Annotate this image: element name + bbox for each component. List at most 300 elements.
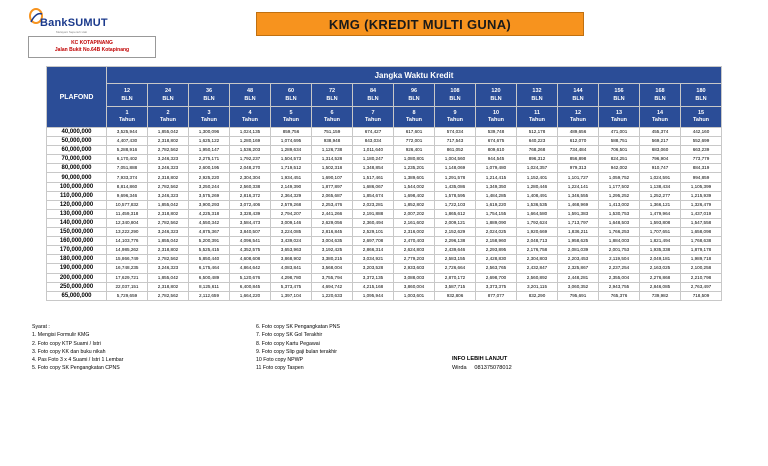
installment-cell: 2,296,138 xyxy=(435,237,476,246)
installment-cell: 2,119,504 xyxy=(599,255,640,264)
table-row xyxy=(47,137,722,146)
contact-line xyxy=(452,364,512,373)
installment-cell: 2,048,713 xyxy=(517,237,558,246)
installment-cell: 3,860,004 xyxy=(394,282,435,291)
year-header: 2 Tahun xyxy=(148,107,189,128)
installment-cell: 4,875,367 xyxy=(189,228,230,237)
requirement-item: 3. Foto copy KK dan buku nikah xyxy=(32,348,106,355)
installment-cell: 1,707,651 xyxy=(640,228,681,237)
branch-name: KC KOTAPINANG xyxy=(71,40,113,46)
requirement-item: 4. Pas Foto 3 x 4 Suami / Istri 1 Lembar xyxy=(32,357,124,364)
installment-cell: 1,024,135 xyxy=(230,128,271,137)
plafond-cell: 100,000,000 xyxy=(47,182,107,191)
installment-cell: 2,579,268 xyxy=(271,200,312,209)
installment-cell: 2,441,266 xyxy=(312,209,353,218)
month-header: 108 BLN xyxy=(435,84,476,107)
plafond-cell: 110,000,000 xyxy=(47,191,107,200)
installment-cell: 2,925,220 xyxy=(189,173,230,182)
installment-cell: 3,072,406 xyxy=(230,200,271,209)
installment-cell: 4,694,742 xyxy=(312,282,353,291)
installment-cell: 1,877,897 xyxy=(312,182,353,191)
installment-cell: 1,138,434 xyxy=(640,182,681,191)
year-header: 11 Tahun xyxy=(517,107,558,128)
plafond-cell: 140,000,000 xyxy=(47,218,107,227)
year-header-row xyxy=(47,107,722,128)
installment-cell: 1,792,237 xyxy=(230,155,271,164)
installment-cell: 2,782,562 xyxy=(148,146,189,155)
installment-cell: 1,935,338 xyxy=(640,246,681,255)
installment-cell: 1,479,964 xyxy=(640,209,681,218)
installment-cell: 2,149,390 xyxy=(271,182,312,191)
contact-info xyxy=(452,355,512,373)
installment-cell: 1,105,399 xyxy=(681,182,722,191)
installment-cell: 11,459,318 xyxy=(107,209,148,218)
table-row xyxy=(47,164,722,173)
installment-cell: 1,152,401 xyxy=(517,173,558,182)
installment-cell: 5,200,391 xyxy=(189,237,230,246)
year-header: 5 Tahun xyxy=(271,107,312,128)
installment-cell: 4,352,575 xyxy=(230,246,271,255)
month-header: 168 BLN xyxy=(640,84,681,107)
installment-cell: 552,699 xyxy=(681,137,722,146)
installment-cell: 15,866,749 xyxy=(107,255,148,264)
table-row xyxy=(47,200,722,209)
year-header: 1 Tahun xyxy=(107,107,148,128)
installment-cell: 2,049,181 xyxy=(640,255,681,264)
installment-cell: 2,698,700 xyxy=(476,273,517,282)
installment-cell: 1,326,479 xyxy=(681,200,722,209)
installment-cell: 2,816,372 xyxy=(230,191,271,200)
installment-cell: 2,001,753 xyxy=(599,246,640,255)
installment-cell: 2,794,207 xyxy=(271,209,312,218)
installment-cell: 2,355,004 xyxy=(599,273,640,282)
requirement-item: 9. Foto copy Slip gaji bulan terakhir xyxy=(256,348,338,355)
installment-cell: 3,224,085 xyxy=(271,228,312,237)
table-row xyxy=(47,264,722,273)
installment-cell: 1,389,601 xyxy=(394,173,435,182)
table-row xyxy=(47,191,722,200)
installment-cell: 2,163,025 xyxy=(640,264,681,273)
installment-cell: 1,177,502 xyxy=(599,182,640,191)
installment-cell: 2,237,254 xyxy=(599,264,640,273)
installment-cell: 1,517,461 xyxy=(353,173,394,182)
installment-cell: 3,034,921 xyxy=(353,255,394,264)
installment-cell: 1,855,042 xyxy=(148,128,189,137)
installment-cell: 2,470,403 xyxy=(394,237,435,246)
installment-cell: 663,239 xyxy=(681,146,722,155)
installment-cell: 1,180,247 xyxy=(353,155,394,164)
installment-cell: 1,024,357 xyxy=(517,164,558,173)
installment-cell: 1,625,122 xyxy=(189,137,230,146)
installment-cell: 1,690,107 xyxy=(312,173,353,182)
installment-cell: 1,280,169 xyxy=(230,137,271,146)
installment-cell: 2,048,270 xyxy=(230,164,271,173)
installment-cell: 1,821,494 xyxy=(640,237,681,246)
installment-cell: 718,509 xyxy=(681,291,722,300)
installment-cell: 1,126,738 xyxy=(312,146,353,155)
installment-cell: 569,217 xyxy=(640,137,681,146)
installment-cell: 1,074,695 xyxy=(271,137,312,146)
month-header: 24 BLN xyxy=(148,84,189,107)
installment-cell: 574,034 xyxy=(435,128,476,137)
installment-cell: 683,060 xyxy=(640,146,681,155)
installment-cell: 2,448,281 xyxy=(558,273,599,282)
installment-cell: 8,125,611 xyxy=(189,282,230,291)
table-row xyxy=(47,173,722,182)
month-header: 180 BLN xyxy=(681,84,722,107)
installment-cell: 2,943,755 xyxy=(599,282,640,291)
installment-cell: 1,148,069 xyxy=(435,164,476,173)
installment-cell: 3,373,375 xyxy=(476,282,517,291)
installment-cell: 1,468,969 xyxy=(558,200,599,209)
installment-cell: 1,855,042 xyxy=(148,273,189,282)
installment-cell: 2,065,687 xyxy=(312,191,353,200)
installment-cell: 772,001 xyxy=(394,137,435,146)
installment-cell: 1,003,601 xyxy=(394,291,435,300)
installment-cell: 1,435,086 xyxy=(435,182,476,191)
installment-cell: 4,215,168 xyxy=(353,282,394,291)
installment-cell: 4,608,608 xyxy=(230,255,271,264)
month-header: 48 BLN xyxy=(230,84,271,107)
requirement-item: 6. Foto copy SK Pengangkatan PNS xyxy=(256,324,340,330)
installment-cell: 2,726,664 xyxy=(435,264,476,273)
installment-cell: 3,246,323 xyxy=(148,191,189,200)
installment-cell: 2,318,802 xyxy=(148,137,189,146)
installment-cell: 2,191,888 xyxy=(353,209,394,218)
year-header: 15 Tahun xyxy=(681,107,722,128)
installment-cell: 14,985,262 xyxy=(107,246,148,255)
year-header: 4 Tahun xyxy=(230,107,271,128)
installment-cell: 717,543 xyxy=(435,137,476,146)
installment-cell: 3,900,293 xyxy=(189,200,230,209)
table-row xyxy=(47,209,722,218)
installment-cell: 1,719,512 xyxy=(271,164,312,173)
installment-cell: 1,291,578 xyxy=(435,173,476,182)
installment-cell: 2,176,758 xyxy=(517,246,558,255)
year-header: 8 Tahun xyxy=(394,107,435,128)
installment-cell: 2,081,039 xyxy=(558,246,599,255)
table-row xyxy=(47,218,722,227)
installment-cell: 2,316,002 xyxy=(394,228,435,237)
plafond-cell: 65,000,000 xyxy=(47,291,107,300)
installment-cell: 13,222,290 xyxy=(107,228,148,237)
requirements-list xyxy=(32,323,123,373)
installment-cell: 3,653,963 xyxy=(271,246,312,255)
page-title: KMG (KREDIT MULTI GUNA) xyxy=(256,12,584,36)
installment-cell: 3,004,635 xyxy=(312,237,353,246)
installment-cell: 1,855,042 xyxy=(148,200,189,209)
installment-cell: 7,933,374 xyxy=(107,173,148,182)
installment-cell: 2,318,802 xyxy=(148,282,189,291)
installment-cell: 9,696,346 xyxy=(107,191,148,200)
installment-cell: 2,529,101 xyxy=(353,228,394,237)
installment-cell: 3,246,323 xyxy=(148,264,189,273)
year-header: 12 Tahun xyxy=(558,107,599,128)
installment-cell: 1,530,753 xyxy=(599,209,640,218)
month-header: 156 BLN xyxy=(599,84,640,107)
installment-cell: 938,948 xyxy=(312,137,353,146)
installment-cell: 1,011,640 xyxy=(353,146,394,155)
table-row xyxy=(47,182,722,191)
table-row xyxy=(47,228,722,237)
month-header: 132 BLN xyxy=(517,84,558,107)
installment-cell: 1,950,147 xyxy=(189,146,230,155)
installment-cell: 16,748,235 xyxy=(107,264,148,273)
installment-cell: 588,751 xyxy=(599,137,640,146)
plafond-cell: 170,000,000 xyxy=(47,246,107,255)
installment-cell: 1,502,318 xyxy=(312,164,353,173)
month-header: 144 BLN xyxy=(558,84,599,107)
installment-cell: 5,120,676 xyxy=(230,273,271,282)
installment-cell: 3,525,944 xyxy=(107,128,148,137)
installment-cell: 5,850,440 xyxy=(189,255,230,264)
installment-cell: 3,439,024 xyxy=(271,237,312,246)
installment-cell: 612,070 xyxy=(558,137,599,146)
installment-cell: 1,879,178 xyxy=(681,246,722,255)
requirements-title: Syarat : xyxy=(32,324,50,330)
installment-cell: 1,235,201 xyxy=(394,164,435,173)
plafond-cell: 160,000,000 xyxy=(47,237,107,246)
installment-cell: 2,024,025 xyxy=(476,228,517,237)
requirement-item: 1. Mengisi Formulir KMG xyxy=(32,332,90,339)
installment-cell: 6,400,845 xyxy=(230,282,271,291)
installment-cell: 617,601 xyxy=(394,128,435,137)
installment-cell: 1,865,612 xyxy=(435,209,476,218)
installment-cell: 773,779 xyxy=(681,155,722,164)
bank-name: BankSUMUT xyxy=(40,17,108,29)
installment-cell: 942,002 xyxy=(599,164,640,173)
installment-cell: 1,413,002 xyxy=(599,200,640,209)
table-row xyxy=(47,273,722,282)
branch-info xyxy=(28,36,156,58)
installment-cell: 471,001 xyxy=(599,128,640,137)
installment-cell: 843,034 xyxy=(353,137,394,146)
installment-cell: 539,748 xyxy=(476,128,517,137)
installment-cell: 3,328,439 xyxy=(230,209,271,218)
installment-cell: 2,629,056 xyxy=(312,218,353,227)
installment-cell: 1,578,595 xyxy=(435,191,476,200)
installment-cell: 1,484,285 xyxy=(476,191,517,200)
installment-cell: 3,575,269 xyxy=(189,191,230,200)
year-header: 9 Tahun xyxy=(435,107,476,128)
installment-cell: 3,060,352 xyxy=(558,282,599,291)
bank-tagline: Melayani Sepenuh Hati xyxy=(56,30,88,34)
installment-cell: 1,504,573 xyxy=(271,155,312,164)
installment-cell: 2,161,602 xyxy=(394,218,435,227)
installment-cell: 3,203,528 xyxy=(353,264,394,273)
installment-cell: 1,346,555 xyxy=(558,191,599,200)
installment-cell: 2,152,629 xyxy=(435,228,476,237)
installment-cell: 768,268 xyxy=(517,146,558,155)
installment-cell: 640,223 xyxy=(517,137,558,146)
installment-cell: 1,079,480 xyxy=(476,164,517,173)
installment-cell: 1,593,808 xyxy=(640,218,681,227)
installment-cell: 3,868,902 xyxy=(271,255,312,264)
installment-cell: 2,253,476 xyxy=(312,200,353,209)
plafond-cell: 180,000,000 xyxy=(47,255,107,264)
requirements-column-1 xyxy=(32,331,123,372)
installment-cell: 1,080,801 xyxy=(394,155,435,164)
installment-cell: 1,215,939 xyxy=(681,191,722,200)
installment-cell: 944,545 xyxy=(476,155,517,164)
installment-cell: 2,318,802 xyxy=(148,173,189,182)
installment-cell: 2,870,172 xyxy=(435,273,476,282)
month-header-row xyxy=(47,84,722,107)
installment-cell: 22,037,151 xyxy=(107,282,148,291)
installment-cell: 2,100,258 xyxy=(681,264,722,273)
installment-cell: 17,629,721 xyxy=(107,273,148,282)
installment-cell: 3,246,323 xyxy=(148,155,189,164)
installment-cell: 2,276,868 xyxy=(640,273,681,282)
installment-cell: 5,288,916 xyxy=(107,146,148,155)
installment-cell: 2,325,867 xyxy=(558,264,599,273)
installment-cell: 795,691 xyxy=(558,291,599,300)
table-row xyxy=(47,246,722,255)
installment-cell: 1,059,752 xyxy=(599,173,640,182)
installment-cell: 2,112,659 xyxy=(189,291,230,300)
installment-cell: 856,898 xyxy=(558,155,599,164)
requirement-item: 5. Foto copy SK Pengangkatan CPNS xyxy=(32,365,120,372)
installment-cell: 3,009,146 xyxy=(271,218,312,227)
installment-cell: 3,246,323 xyxy=(148,228,189,237)
term-group-header: Jangka Waktu Kredit xyxy=(107,67,722,84)
installment-cell: 751,159 xyxy=(312,128,353,137)
installment-cell: 4,225,318 xyxy=(189,209,230,218)
installment-cell: 765,376 xyxy=(599,291,640,300)
contact-name: Wirda xyxy=(452,365,467,371)
plafond-cell: 80,000,000 xyxy=(47,164,107,173)
installment-cell: 824,251 xyxy=(599,155,640,164)
month-header: 60 BLN xyxy=(271,84,312,107)
installment-cell: 1,536,203 xyxy=(230,146,271,155)
installment-cell: 1,366,121 xyxy=(640,200,681,209)
installment-cell: 10,577,832 xyxy=(107,200,148,209)
installment-cell: 739,982 xyxy=(640,291,681,300)
plafond-cell: 40,000,000 xyxy=(47,128,107,137)
year-header: 10 Tahun xyxy=(476,107,517,128)
installment-cell: 1,686,067 xyxy=(353,182,394,191)
installment-cell: 2,782,562 xyxy=(148,182,189,191)
installment-cell: 2,600,195 xyxy=(189,164,230,173)
installment-cell: 489,656 xyxy=(558,128,599,137)
installment-cell: 3,568,004 xyxy=(312,264,353,273)
installment-cell: 1,408,491 xyxy=(517,191,558,200)
table-row xyxy=(47,291,722,300)
installment-cell: 2,816,845 xyxy=(312,228,353,237)
installment-cell: 1,989,718 xyxy=(681,255,722,264)
installment-table xyxy=(46,66,722,301)
installment-cell: 2,203,453 xyxy=(558,255,599,264)
installment-cell: 932,806 xyxy=(435,291,476,300)
installment-cell: 994,859 xyxy=(681,173,722,182)
year-header: 14 Tahun xyxy=(640,107,681,128)
installment-cell: 1,664,220 xyxy=(230,291,271,300)
installment-cell: 2,583,155 xyxy=(435,255,476,264)
installment-cell: 4,864,642 xyxy=(230,264,271,273)
installment-cell: 1,544,002 xyxy=(394,182,435,191)
month-header: 72 BLN xyxy=(312,84,353,107)
plafond-cell: 90,000,000 xyxy=(47,173,107,182)
installment-cell: 734,484 xyxy=(558,146,599,155)
installment-cell: 3,250,244 xyxy=(189,182,230,191)
installment-cell: 1,095,944 xyxy=(353,291,394,300)
installment-cell: 3,755,794 xyxy=(312,273,353,282)
year-header: 6 Tahun xyxy=(312,107,353,128)
installment-cell: 1,220,633 xyxy=(312,291,353,300)
installment-cell: 455,374 xyxy=(640,128,681,137)
plafond-cell: 120,000,000 xyxy=(47,200,107,209)
month-header: 96 BLN xyxy=(394,84,435,107)
installment-cell: 1,766,253 xyxy=(599,228,640,237)
installment-cell: 3,372,135 xyxy=(353,273,394,282)
installment-cell: 4,096,541 xyxy=(230,237,271,246)
installment-cell: 1,348,854 xyxy=(353,164,394,173)
installment-cell: 2,782,562 xyxy=(148,291,189,300)
installment-cell: 1,713,797 xyxy=(558,218,599,227)
table-body xyxy=(47,128,722,301)
plafond-cell: 190,000,000 xyxy=(47,264,107,273)
year-header: 3 Tahun xyxy=(189,107,230,128)
plafond-header: PLAFOND xyxy=(47,67,107,128)
plafond-cell: 200,000,000 xyxy=(47,273,107,282)
month-header: 84 BLN xyxy=(353,84,394,107)
requirement-item: 10 Foto copy NPWP xyxy=(256,357,303,364)
installment-cell: 5,525,415 xyxy=(189,246,230,255)
installment-cell: 1,024,591 xyxy=(640,173,681,182)
installment-cell: 706,501 xyxy=(599,146,640,155)
installment-cell: 1,920,669 xyxy=(517,228,558,237)
installment-cell: 1,698,402 xyxy=(394,191,435,200)
requirement-item: 8. Foto copy Kartu Pegawai xyxy=(256,340,320,347)
installment-cell: 2,158,960 xyxy=(476,237,517,246)
installment-cell: 1,397,104 xyxy=(271,291,312,300)
installment-cell: 1,855,042 xyxy=(148,237,189,246)
installment-cell: 2,697,708 xyxy=(353,237,394,246)
installment-cell: 4,550,342 xyxy=(189,218,230,227)
installment-cell: 2,933,603 xyxy=(394,264,435,273)
installment-cell: 512,178 xyxy=(517,128,558,137)
installment-cell: 7,051,888 xyxy=(107,164,148,173)
installment-cell: 2,007,202 xyxy=(394,209,435,218)
installment-cell: 2,763,497 xyxy=(681,282,722,291)
installment-cell: 1,619,220 xyxy=(476,200,517,209)
installment-cell: 5,373,475 xyxy=(271,282,312,291)
installment-cell: 877,077 xyxy=(476,291,517,300)
installment-cell: 1,836,211 xyxy=(558,228,599,237)
installment-cell: 1,792,624 xyxy=(517,218,558,227)
branch-address: Jalan Bukit No.64B Kotapinang xyxy=(54,47,130,53)
installment-cell: 3,088,003 xyxy=(394,273,435,282)
installment-cell: 1,300,096 xyxy=(189,128,230,137)
installment-cell: 2,293,895 xyxy=(476,246,517,255)
year-header: 13 Tahun xyxy=(599,107,640,128)
installment-cell: 859,756 xyxy=(271,128,312,137)
installment-cell: 1,004,560 xyxy=(435,155,476,164)
installment-cell: 2,023,281 xyxy=(353,200,394,209)
installment-cell: 1,768,638 xyxy=(681,237,722,246)
installment-cell: 5,729,659 xyxy=(107,291,148,300)
installment-cell: 2,779,203 xyxy=(394,255,435,264)
installment-cell: 2,560,892 xyxy=(517,273,558,282)
installment-cell: 4,407,430 xyxy=(107,137,148,146)
installment-cell: 2,304,304 xyxy=(230,173,271,182)
installment-cell: 2,782,562 xyxy=(148,218,189,227)
installment-cell: 4,083,841 xyxy=(271,264,312,273)
installment-cell: 3,380,215 xyxy=(312,255,353,264)
installment-cell: 674,675 xyxy=(476,137,517,146)
installment-cell: 3,201,115 xyxy=(517,282,558,291)
installment-cell: 14,103,776 xyxy=(107,237,148,246)
